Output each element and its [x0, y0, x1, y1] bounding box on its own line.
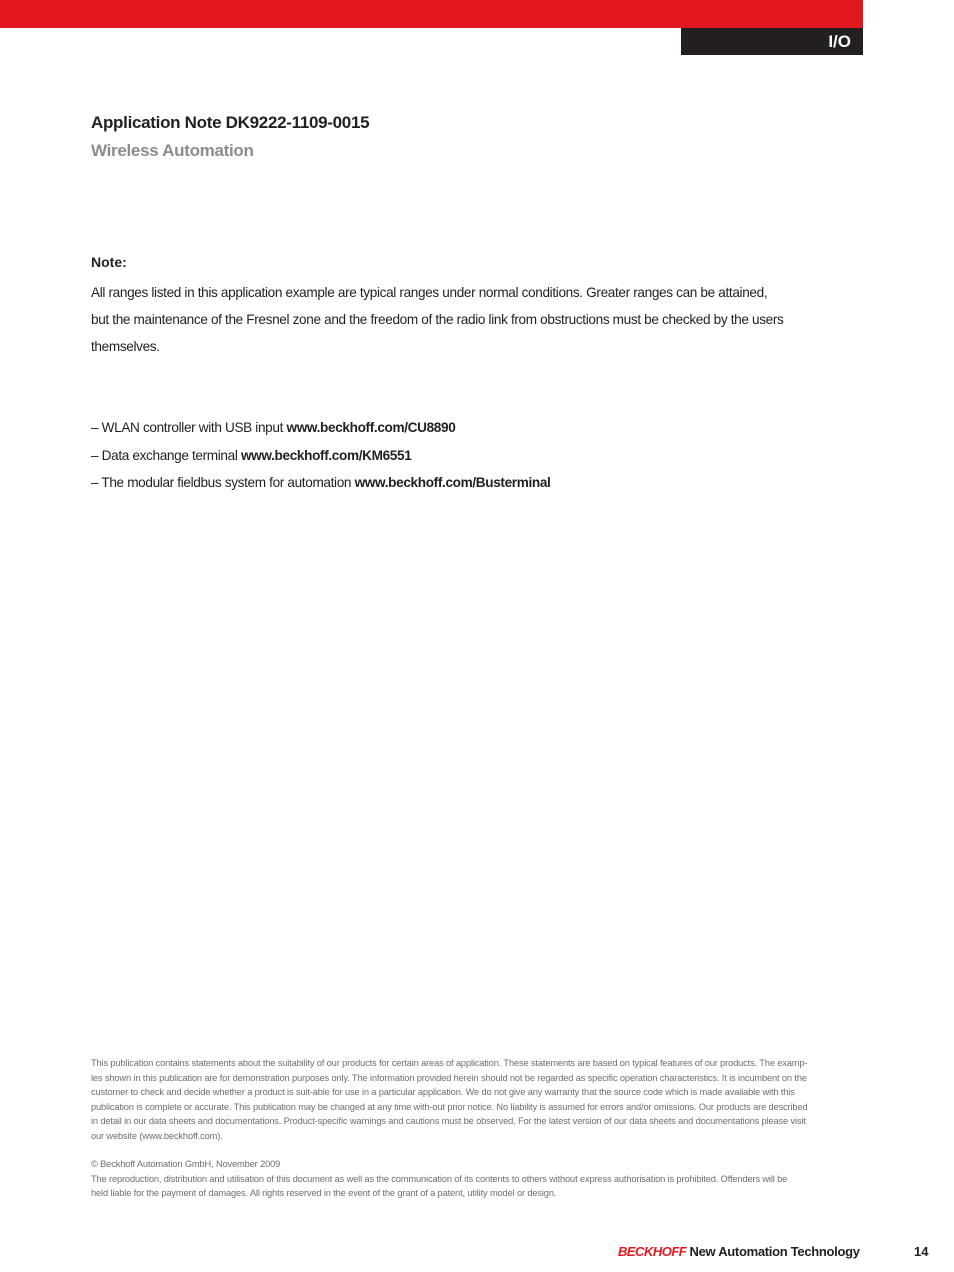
- copyright-line: held liable for the payment of damages. All rights reserved in the event of the grant of a patent, utility model or design.: [91, 1188, 557, 1198]
- note-heading: Note:: [91, 254, 127, 270]
- beckhoff-logo: BECKHOFF: [618, 1244, 687, 1259]
- disclaimer-line: publication is complete or accurate. This publication may be changed at any time with-out prior notice. No liability is assumed for errors and/or omissions. Our products are described: [91, 1101, 808, 1112]
- note-line: All ranges listed in this application example are typical ranges under normal conditions. Greater ranges can be attained,: [91, 285, 768, 300]
- header-accent-bar: [0, 0, 863, 28]
- note-line: themselves.: [91, 339, 160, 354]
- disclaimer-line: This publication contains statements about the suitability of our products for certain areas of application. These statements are based on typical features of our products. The examp-: [91, 1058, 808, 1068]
- copyright: [91, 1157, 866, 1201]
- link-item-busterminal: [91, 469, 550, 497]
- copyright-line: © Beckhoff Automation GmbH, November 2009: [91, 1159, 281, 1169]
- disclaimer: [91, 1056, 866, 1143]
- page-number: 14: [914, 1244, 929, 1259]
- footer-brand: [618, 1244, 860, 1259]
- note-line: but the maintenance of the Fresnel zone and the freedom of the radio link from obstructions must be checked by the users: [91, 312, 784, 327]
- document-subtitle: Wireless Automation: [91, 141, 254, 160]
- disclaimer-line: les shown in this publication are for demonstration purposes only. The information provided herein should not be regarded as specific operation characteristics. It is incumbent on the: [91, 1072, 807, 1083]
- disclaimer-line: customer to check and decide whether a product is suit-able for use in a particular application. We do not give any warranty that the source code which is made available with this: [91, 1087, 795, 1097]
- copyright-line: The reproduction, distribution and utilisation of this document as well as the communication of its contents to others without express authorisation is prohibited. Offenders will be: [91, 1173, 788, 1184]
- link-url-busterminal[interactable]: www.beckhoff.com/Busterminal: [354, 475, 551, 490]
- link-description: – Data exchange terminal: [91, 447, 241, 463]
- product-links: [91, 414, 550, 497]
- link-url-km6551[interactable]: www.beckhoff.com/KM6551: [240, 447, 412, 463]
- section-tab: I/O: [681, 28, 863, 55]
- document-title: Application Note DK9222-1109-0015: [91, 113, 370, 132]
- link-url-cu8890[interactable]: www.beckhoff.com/CU8890: [286, 420, 456, 435]
- note-body: [91, 279, 841, 360]
- link-description: – WLAN controller with USB input: [91, 420, 287, 435]
- link-description: – The modular fieldbus system for automation: [91, 475, 355, 490]
- link-item-cu8890: [91, 414, 550, 442]
- disclaimer-line: in detail in our data sheets and documentations. Product-specific warnings and cautions must be observed. For the latest version of our data sheets and documentations please visit: [91, 1116, 806, 1126]
- footer-tagline: New Automation Technology: [689, 1244, 860, 1259]
- link-item-km6551: [91, 442, 550, 470]
- disclaimer-line: our website (www.beckhoff.com).: [91, 1130, 223, 1141]
